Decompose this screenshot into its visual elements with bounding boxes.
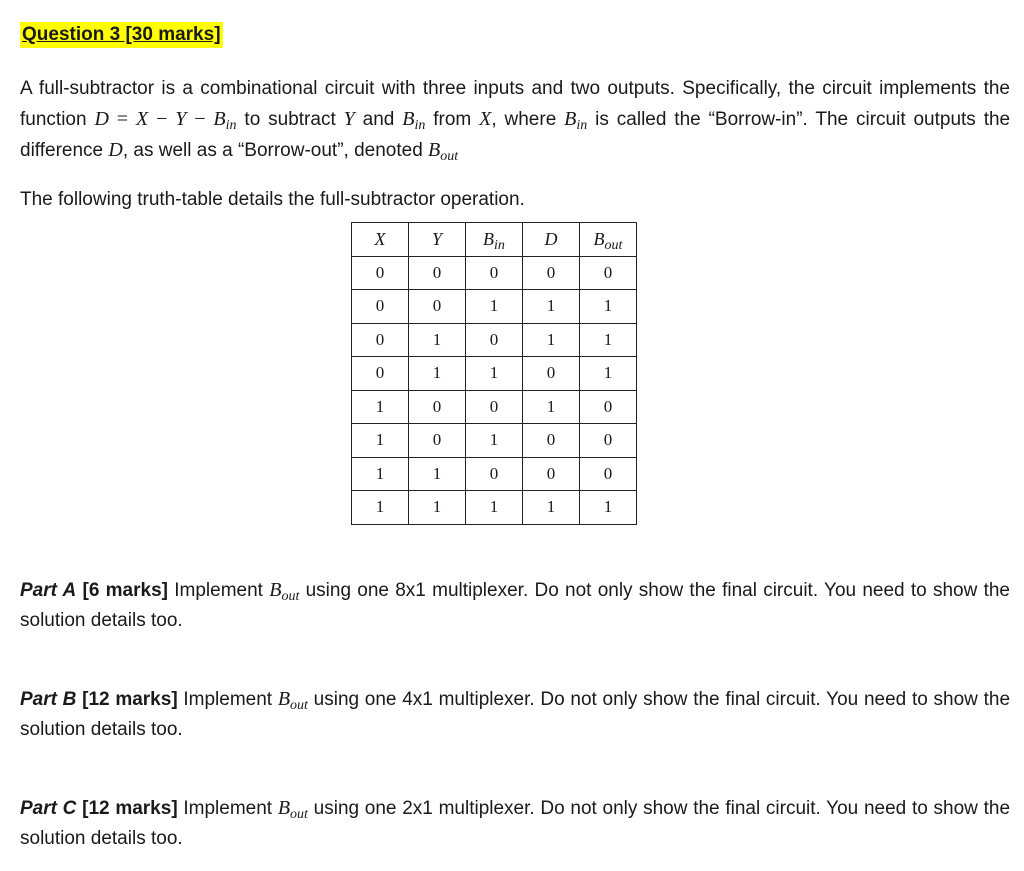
part-a-pre: Implement bbox=[174, 580, 263, 601]
header-bout: $B_{out}$ bbox=[580, 223, 637, 257]
intro-text-1: A full-subtractor is a combinational circuit with three inputs and two outputs. Specifically, the circuit implements the function bbox=[20, 78, 1010, 130]
cell-d: 0 bbox=[523, 457, 580, 491]
cell-y: 0 bbox=[409, 256, 466, 290]
document-page bbox=[20, 16, 1011, 210]
intro-and: and bbox=[362, 109, 395, 130]
var-bout: $B_{out}$ bbox=[428, 139, 459, 164]
cell-d: 1 bbox=[523, 491, 580, 525]
part-c-bout: $B_{out}$ bbox=[277, 797, 308, 822]
question-heading: Question 3 [30 marks] bbox=[20, 22, 223, 48]
cell-bin: 1 bbox=[466, 424, 523, 458]
part-b-bout: $B_{out}$ bbox=[277, 688, 308, 713]
var-x: X bbox=[479, 108, 492, 130]
truth-table-header-row bbox=[352, 223, 637, 257]
intro-text-2: to subtract bbox=[244, 109, 336, 130]
part-b-label: Part B [12 marks] bbox=[20, 689, 178, 710]
table-row bbox=[352, 357, 637, 391]
cell-d: 1 bbox=[523, 323, 580, 357]
cell-bout: 1 bbox=[580, 290, 637, 324]
table-row bbox=[352, 390, 637, 424]
cell-d: 0 bbox=[523, 256, 580, 290]
intro-from: from bbox=[433, 109, 472, 130]
part-a-post: using one 8x1 multiplexer. Do not only show the final circuit. You need to show the solution details too. bbox=[20, 580, 1010, 631]
cell-x: 0 bbox=[352, 290, 409, 324]
part-b-post: using one 4x1 multiplexer. Do not only show the final circuit. You need to show the solution details too. bbox=[20, 689, 1011, 740]
cell-y: 1 bbox=[409, 457, 466, 491]
cell-bin: 1 bbox=[466, 290, 523, 324]
part-c-paragraph bbox=[20, 793, 1010, 854]
eq-minus-1: − bbox=[156, 108, 168, 130]
cell-x: 0 bbox=[352, 256, 409, 290]
var-y: Y bbox=[343, 108, 355, 130]
table-row bbox=[352, 290, 637, 324]
var-d: D bbox=[108, 139, 123, 161]
cell-y: 1 bbox=[409, 323, 466, 357]
cell-d: 0 bbox=[523, 357, 580, 391]
cell-x: 0 bbox=[352, 357, 409, 391]
eq-y: Y bbox=[175, 108, 187, 130]
part-a-bout: $B_{out}$ bbox=[269, 579, 300, 604]
cell-x: 1 bbox=[352, 457, 409, 491]
cell-bin: 0 bbox=[466, 390, 523, 424]
cell-d: 1 bbox=[523, 390, 580, 424]
cell-bin: 1 bbox=[466, 357, 523, 391]
part-c-post: using one 2x1 multiplexer. Do not only show the final circuit. You need to show the solution details too. bbox=[20, 798, 1011, 849]
intro-text-3: is called the “Borrow-in”. The circuit outputs the difference bbox=[20, 109, 1011, 161]
cell-x: 1 bbox=[352, 424, 409, 458]
var-bin: $B_{in}$ bbox=[402, 108, 426, 133]
cell-y: 0 bbox=[409, 390, 466, 424]
cell-bout: 0 bbox=[580, 457, 637, 491]
part-b-pre: Implement bbox=[183, 689, 273, 710]
eq-minus-2: − bbox=[194, 108, 206, 130]
cell-x: 1 bbox=[352, 390, 409, 424]
header-x: X bbox=[352, 223, 409, 257]
cell-y: 0 bbox=[409, 424, 466, 458]
eq-equals: = bbox=[116, 108, 129, 130]
cell-d: 0 bbox=[523, 424, 580, 458]
intro-text-4: , as well as a “Borrow-out”, denoted bbox=[122, 140, 423, 161]
part-c-pre: Implement bbox=[183, 798, 273, 819]
table-row bbox=[352, 424, 637, 458]
cell-bout: 1 bbox=[580, 491, 637, 525]
truth-table bbox=[351, 222, 637, 525]
table-row bbox=[352, 256, 637, 290]
cell-bout: 0 bbox=[580, 424, 637, 458]
cell-bout: 0 bbox=[580, 256, 637, 290]
cell-y: 0 bbox=[409, 290, 466, 324]
table-row bbox=[352, 491, 637, 525]
cell-bin: 1 bbox=[466, 491, 523, 525]
header-bin: $B_{in}$ bbox=[466, 223, 523, 257]
table-lead-text: The following truth-table details the full-subtractor operation. bbox=[20, 189, 525, 210]
cell-bin: 0 bbox=[466, 323, 523, 357]
intro-where: , where bbox=[491, 109, 557, 130]
cell-bin: 0 bbox=[466, 256, 523, 290]
intro-paragraph bbox=[20, 74, 1010, 166]
cell-bout: 1 bbox=[580, 323, 637, 357]
var-bin-2: $B_{in}$ bbox=[564, 108, 588, 133]
table-row bbox=[352, 457, 637, 491]
part-a-paragraph bbox=[20, 575, 1010, 636]
eq-d: D bbox=[94, 108, 109, 130]
part-c-label: Part C [12 marks] bbox=[20, 798, 178, 819]
cell-bout: 0 bbox=[580, 390, 637, 424]
cell-d: 1 bbox=[523, 290, 580, 324]
eq-bin: $B_{in}$ bbox=[213, 108, 237, 133]
cell-x: 1 bbox=[352, 491, 409, 525]
header-d: D bbox=[523, 223, 580, 257]
cell-x: 0 bbox=[352, 323, 409, 357]
eq-x: X bbox=[135, 108, 149, 130]
part-a-label: Part A [6 marks] bbox=[20, 580, 168, 601]
part-b-paragraph bbox=[20, 684, 1010, 745]
header-y: Y bbox=[409, 223, 466, 257]
cell-bout: 1 bbox=[580, 357, 637, 391]
cell-y: 1 bbox=[409, 491, 466, 525]
cell-bin: 0 bbox=[466, 457, 523, 491]
table-row bbox=[352, 323, 637, 357]
cell-y: 1 bbox=[409, 357, 466, 391]
